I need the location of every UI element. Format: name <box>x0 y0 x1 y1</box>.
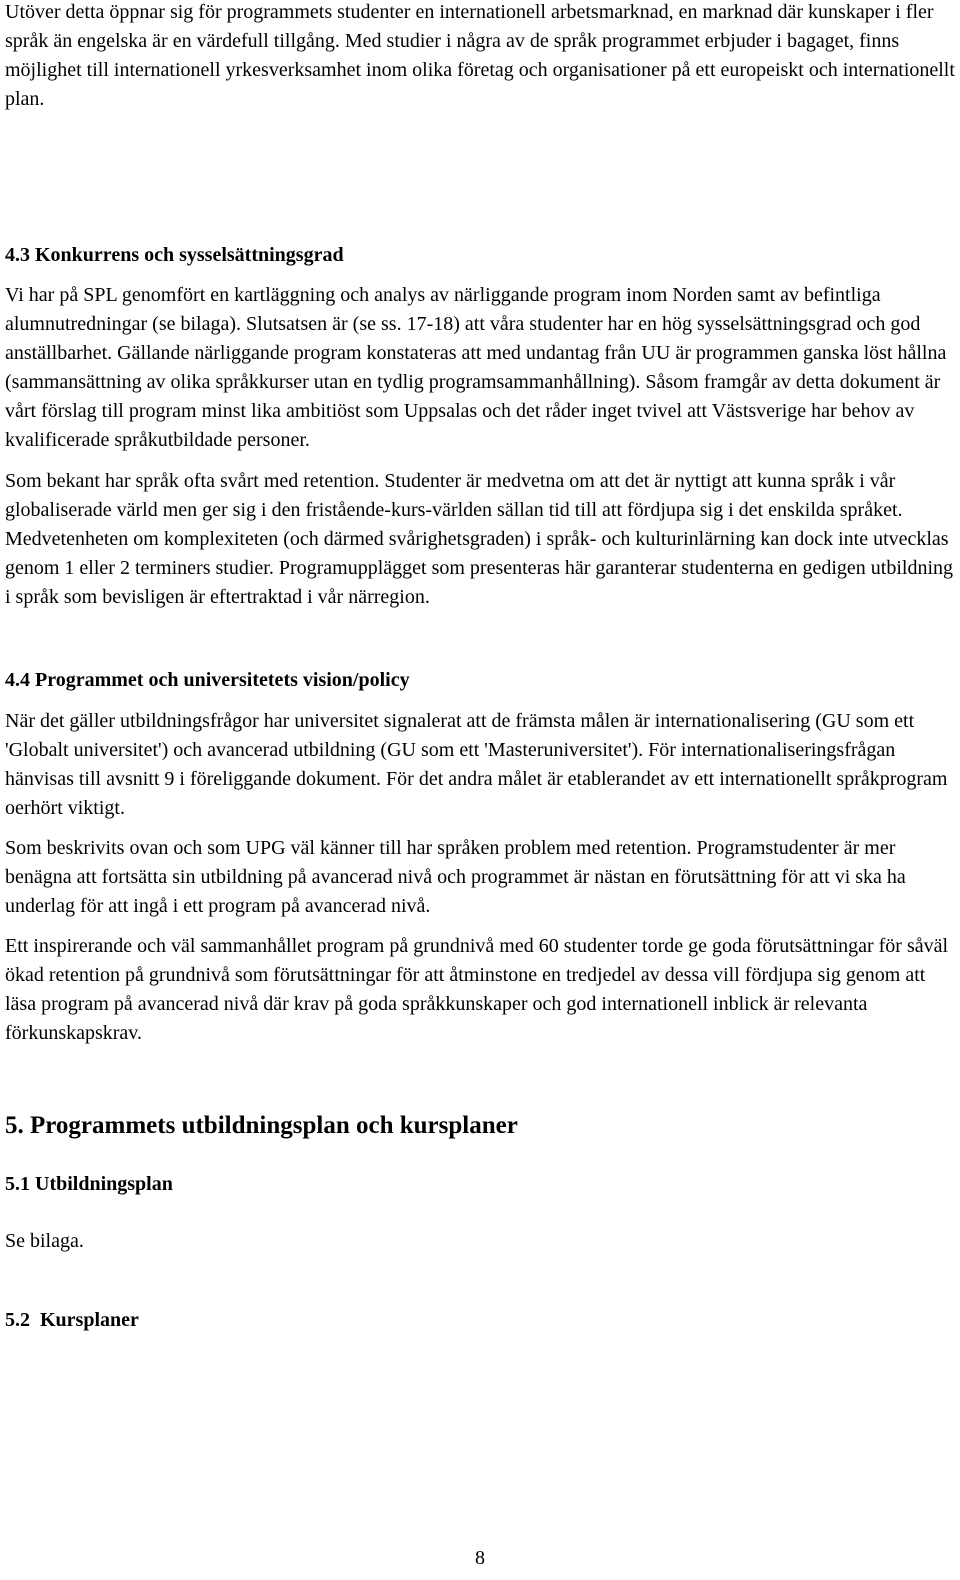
section-5-2-heading: 5.2 Kursplaner <box>5 1309 139 1331</box>
section-4-4-paragraph-2: Som beskrivits ovan och som UPG väl känner till har språken problem med retention. Programstudenter är mer benägna att fortsätta sin utbildning på avancerad nivå och programmet är nästan en förutsättning för att vi ska ha underlag för att ingå i ett program på avancerad nivå. <box>5 837 906 917</box>
section-4-3-paragraph-2: Som bekant har språk ofta svårt med retention. Studenter är medvetna om att det är nyttigt att kunna språk i vår globaliserade värld men ger sig i den fristående-kurs-världen sällan tid till att fördjupa sig i det enskilda språket. Medvetenheten om komplexiteten (och därmed svårighetsgraden) i språk- och kulturinlärning kan dock inte utvecklas genom 1 eller 2 terminers studier. Programupplägget som presenteras här garanterar studenterna en gedigen utbildning i språk som bevisligen är eftertraktad i vår närregion. <box>5 470 954 608</box>
section-4-4-paragraph-1: När det gäller utbildningsfrågor har universitet signalerat att de främsta målen är internationalisering (GU som ett 'Globalt universitet') och avancerad utbildning (GU som ett 'Masteruniversitet'). För internationaliseringsfrågan hänvisas till avsnitt 9 i föreliggande dokument. För det andra målet är etablerandet av ett internationellt språkprogram oerhört viktigt. <box>5 710 948 819</box>
page-number: 8 <box>475 1547 485 1569</box>
section-4-3-paragraph-1: Vi har på SPL genomfört en kartläggning och analys av närliggande program inom Norden samt av befintliga alumnutredningar (se bilaga). Slutsatsen är (se ss. 17-18) att våra studenter har en hög sysselsättningsgrad och god anställbarhet. Gällande närliggande program konstateras att med undantag från UU är programmen ganska löst hållna (sammansättning av olika språkkurser utan en tydlig programsammanhållning). Såsom framgår av detta dokument är vårt förslag till program minst lika ambitiöst som Uppsalas och det råder inget tvivel att Västsverige har behov av kvalificerade språkutbildade personer. <box>5 284 947 451</box>
intro-paragraph: Utöver detta öppnar sig för programmets studenter en internationell arbetsmarknad, en marknad där kunskaper i fler språk än engelska är en värdefull tillgång. Med studier i några av de språk programmet erbjuder i bagaget, finns möjlighet till internationell yrkesverksamhet inom olika företag och organisationer på ett europeiskt och internationellt plan. <box>5 1 955 110</box>
section-4-3-heading: 4.3 Konkurrens och sysselsättningsgrad <box>5 244 344 266</box>
document-page <box>5 0 955 1335</box>
section-5-1-text: Se bilaga. <box>5 1230 84 1252</box>
chapter-5-heading: 5. Programmets utbildningsplan och kursplaner <box>5 1112 518 1139</box>
section-5-1-heading: 5.1 Utbildningsplan <box>5 1173 173 1195</box>
section-4-4-paragraph-3: Ett inspirerande och väl sammanhållet program på grundnivå med 60 studenter torde ge goda förutsättningar för såväl ökad retention på grundnivå som förutsättningar för att åtminstone en tredjedel av dessa vill fördjupa sig genom att läsa program på avancerad nivå där krav på goda språkkunskaper och god internationell inblick är relevanta förkunskapskrav. <box>5 935 949 1044</box>
section-4-4-heading: 4.4 Programmet och universitetets vision/policy <box>5 669 410 691</box>
